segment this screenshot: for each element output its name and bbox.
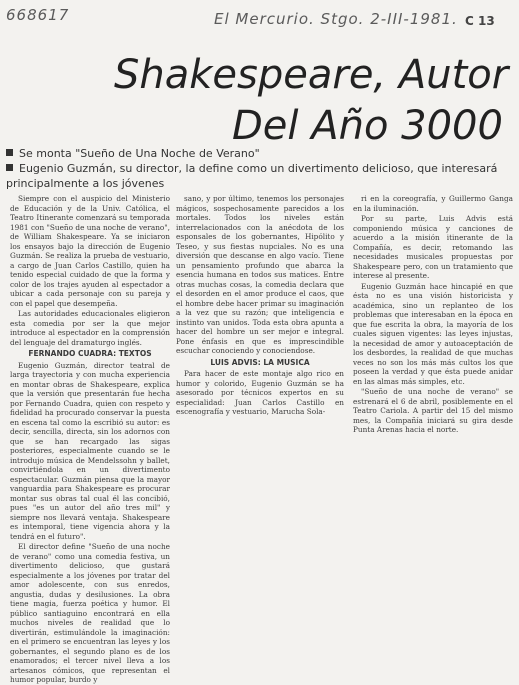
- paragraph: Siempre con el auspicio del Ministerio de Educación y de la Univ. Católica, el Teatro Itinerante comenzará su temporada 1981 con "Sueño de una noche de verano", de William Shakespeare. Ya se iniciaron los ensayos bajo la dirección de Eugenio Guzmán. Se realiza la prueba de vestuario, a cargo de Juan Carlos Castillo, quien ha tenido especial cuidado de que la forma y color de los trajes ayuden al espectador a ubicar a cada personaje con su pareja y con el papel que desempeña.: [10, 194, 170, 308]
- article-column-1: [10, 194, 170, 684]
- deck-text-2: Eugenio Guzmán, su director, la define como un divertimento delicioso, que interesará principalmente a los jóvenes: [6, 162, 498, 190]
- handwritten-reference-number: 668617: [6, 6, 70, 24]
- handwritten-source-date: El Mercurio. Stgo. 2-III-1981.: [214, 10, 458, 28]
- paragraph: ri en la coreografía, y Guillermo Ganga en la iluminación.: [353, 194, 513, 213]
- article-column-3: [353, 194, 513, 434]
- page-label: C 13: [465, 14, 495, 28]
- paragraph: El director define "Sueño de una noche de verano" como una comedia festiva, un divertimento delicioso, que gustará especialmente a los jóvenes por tratar del amor adolescente, con sus enredos, angustia, dudas y desilusiones. La obra tiene magia, fuerza poética y humor. El público santiaguino encontrará en ella muchos niveles de realidad que lo divertirán, estimulándole la imaginación: en el primero se encuentran las leyes y los gobernantes, el segundo plano es de los enamorados; el tercer nivel lleva a los artesanos cómicos, que representan el humor popular, burdo y: [10, 542, 170, 684]
- paragraph: Para hacer de este montaje algo rico en humor y colorido, Eugenio Guzmán se ha asesorado por técnicos expertos en su especialidad: Juan Carlos Castillo en escenografía y vestuario, Marucha Sola-: [176, 369, 344, 416]
- headline-line-2: Del Año 3000: [232, 103, 503, 149]
- paragraph: sano, y por último, tenemos los personajes mágicos, sospechosamente parecidos a los mortales. Todos los niveles están interrelacionados con la anécdota de los esponsales de los gobernantes, Hipólito y Teseo, y sus fiestas nupciales. No es una diversión que descanse en algo vacío. Tiene un pensamiento profundo que abarca la esencia humana en todos sus matices. Entre otras muchas cosas, la comedia declara que el desorden en el amor produce el caos, que el hombre debe hacer primar su imaginación a la vez que su razón; que inteligencia e instinto van unidos. Toda esta obra apunta a hacer del hombre un ser mejor e integral. Pone énfasis en que es imprescindible escuchar conociendo y conociendose.: [176, 194, 344, 355]
- paragraph: Eugenio Guzmán hace hincapié en que ésta no es una visión historicista y académica, sino un replanteo de los problemas que interesaban en la época en que fue escrita la obra, la mayoría de los cuales siguen vigentes: las leyes injustas, la necesidad de amor y autoaceptación de los desbordes, la realidad de que muchas veces no son los más más cultos los que poseen la verdad y que ésta puede anidar en las almas más simples, etc.: [353, 281, 513, 386]
- deck-text-1: Se monta "Sueño de Una Noche de Verano": [19, 147, 260, 160]
- paragraph: "Sueño de una noche de verano" se estrenará el 6 de abril, posiblemente en el Teatro Cariola. A partir del 15 del mismo mes, la Compañía iniciará su gira desde Punta Arenas hacia el norte.: [353, 387, 513, 434]
- subheading: FERNANDO CUADRA: TEXTOS: [28, 349, 152, 358]
- subheading: LUIS ADVIS: LA MUSICA: [210, 357, 310, 367]
- deck-line-1: [6, 146, 511, 161]
- deck-line-2: [6, 161, 511, 191]
- bullet-square-icon: [6, 164, 13, 171]
- article-column-2: [176, 194, 344, 416]
- paragraph: Las autoridades educacionales eligieron esta comedia por ser la que mejor introduce al espectador en la comprensión del lenguaje del dramaturgo inglés.: [10, 309, 170, 347]
- paragraph: Por su parte, Luis Advis está componiendo música y canciones de acuerdo a la misión itinerante de la Compañía, es decir, retomando las necesidades musicales propuestas por Shakespeare pero, con un tratamiento que interese al presente.: [353, 214, 513, 280]
- bullet-square-icon: [6, 149, 13, 156]
- headline-line-1: Shakespeare, Autor: [114, 52, 509, 98]
- paragraph: Eugenio Guzmán, director teatral de larga trayectoria y con mucha experiencia en montar obras de Shakespeare, explica que la versión que presentarán fue hecha por Fernando Cuadra, quien con respeto y fidelidad ha procurado conservar la puesta en escena tal como la escribió su autor: es decir, sencilla, directa, sin los adornos con que se han recargado las sigas posteriores, especialmente cuando se le introdujo música de Mendelssohn y ballet, convirtiéndola en un divertimento espectacular. Guzmán piensa que la mayor vanguardia para Shakespeare es procurar montar sus obras tal cual él las concibió, pues "es un autor del año tres mil" y siempre nos llevará ventaja. Shakespeare es intemporal, tiene vigencia ahora y la tendrá en el futuro".: [10, 360, 170, 541]
